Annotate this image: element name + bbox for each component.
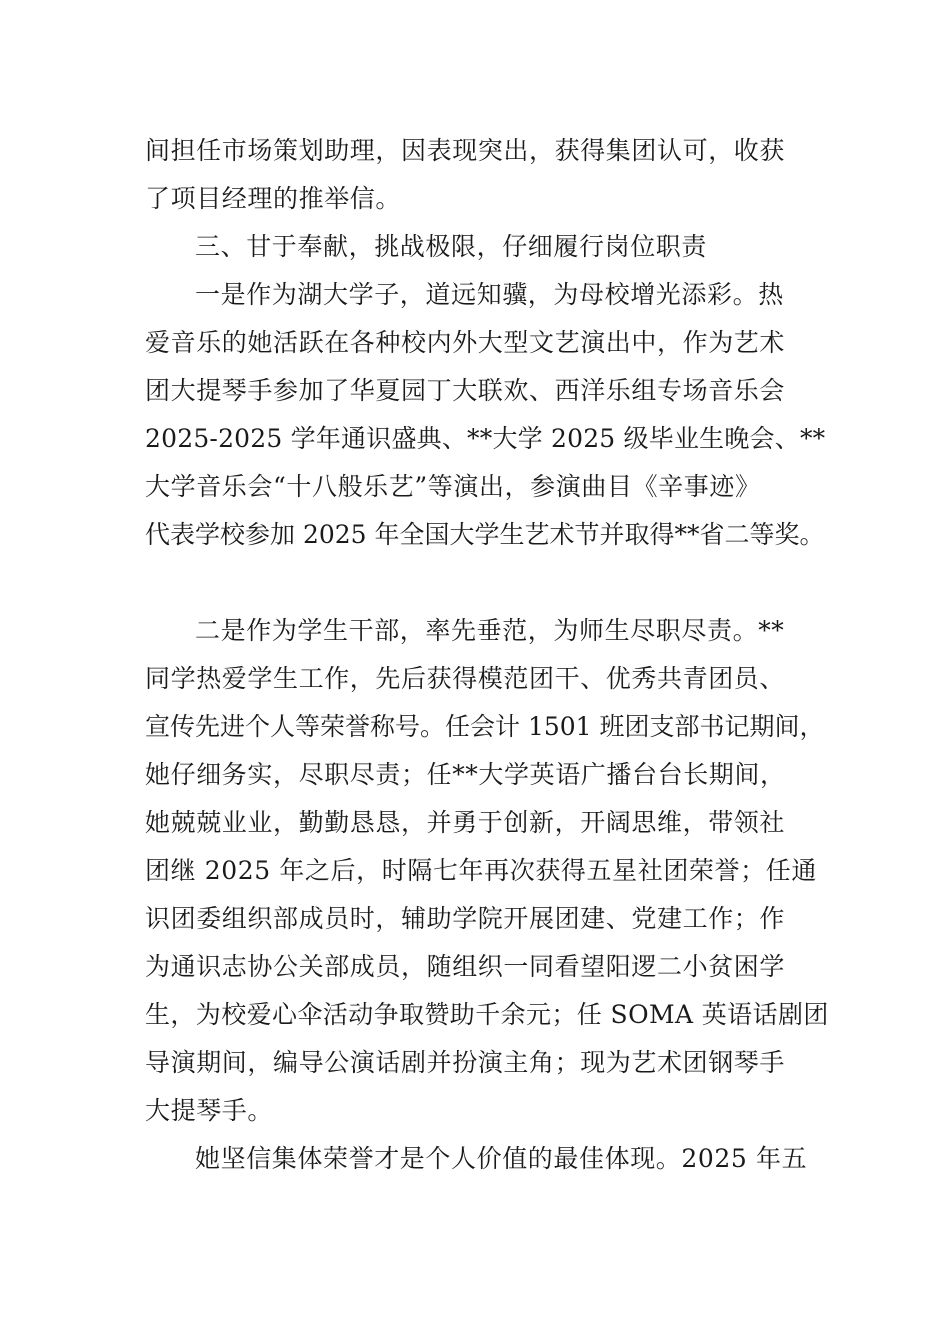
text-line: 团大提琴手参加了华夏园丁大联欢、西洋乐组专场音乐会 [145,376,786,405]
text-line: 爱音乐的她活跃在各种校内外大型文艺演出中，作为艺术 [145,328,786,357]
text-line: 她兢兢业业，勤勤恳恳，并勇于创新，开阔思维，带领社 [145,808,786,837]
text-line: 了项目经理的推举信。 [145,184,402,213]
text-line: 一是作为湖大学子，道远知骥，为母校增光添彩。热 [195,280,784,309]
section-heading: 三、甘于奉献，挑战极限，仔细履行岗位职责 [195,232,708,261]
text-line: 她坚信集体荣誉才是个人价值的最佳体现。2025 年五 [195,1144,808,1173]
text-line: 代表学校参加 2025 年全国大学生艺术节并取得**省二等奖。 [145,520,825,549]
text-line: 间担任市场策划助理，因表现突出，获得集团认可，收获 [145,136,786,165]
text-line: 团继 2025 年之后，时隔七年再次获得五星社团荣誉；任通 [145,856,817,885]
text-line: 二是作为学生干部，率先垂范，为师生尽职尽责。** [195,616,785,645]
text-line: 宣传先进个人等荣誉称号。任会计 1501 班团支部书记期间， [145,712,825,741]
text-line: 大学音乐会“十八般乐艺”等演出，参演曲目《辛事迹》 [145,472,761,501]
text-line: 生，为校爱心伞活动争取赞助千余元；任 SOMA 英语话剧团 [145,1000,829,1029]
text-line: 她仔细务实，尽职尽责；任**大学英语广播台台长期间， [145,760,786,789]
text-line: 为通识志协公关部成员，随组织一同看望阳逻二小贫困学 [145,952,786,981]
text-line: 大提琴手。 [145,1096,274,1125]
text-line: 导演期间，编导公演话剧并扮演主角；现为艺术团钢琴手 [145,1048,786,1077]
text-line: 同学热爱学生工作，先后获得模范团干、优秀共青团员、 [145,664,786,693]
text-line: 2025-2025 学年通识盛典、**大学 2025 级毕业生晚会、** [145,424,826,453]
text-line: 识团委组织部成员时，辅助学院开展团建、党建工作；作 [145,904,786,933]
